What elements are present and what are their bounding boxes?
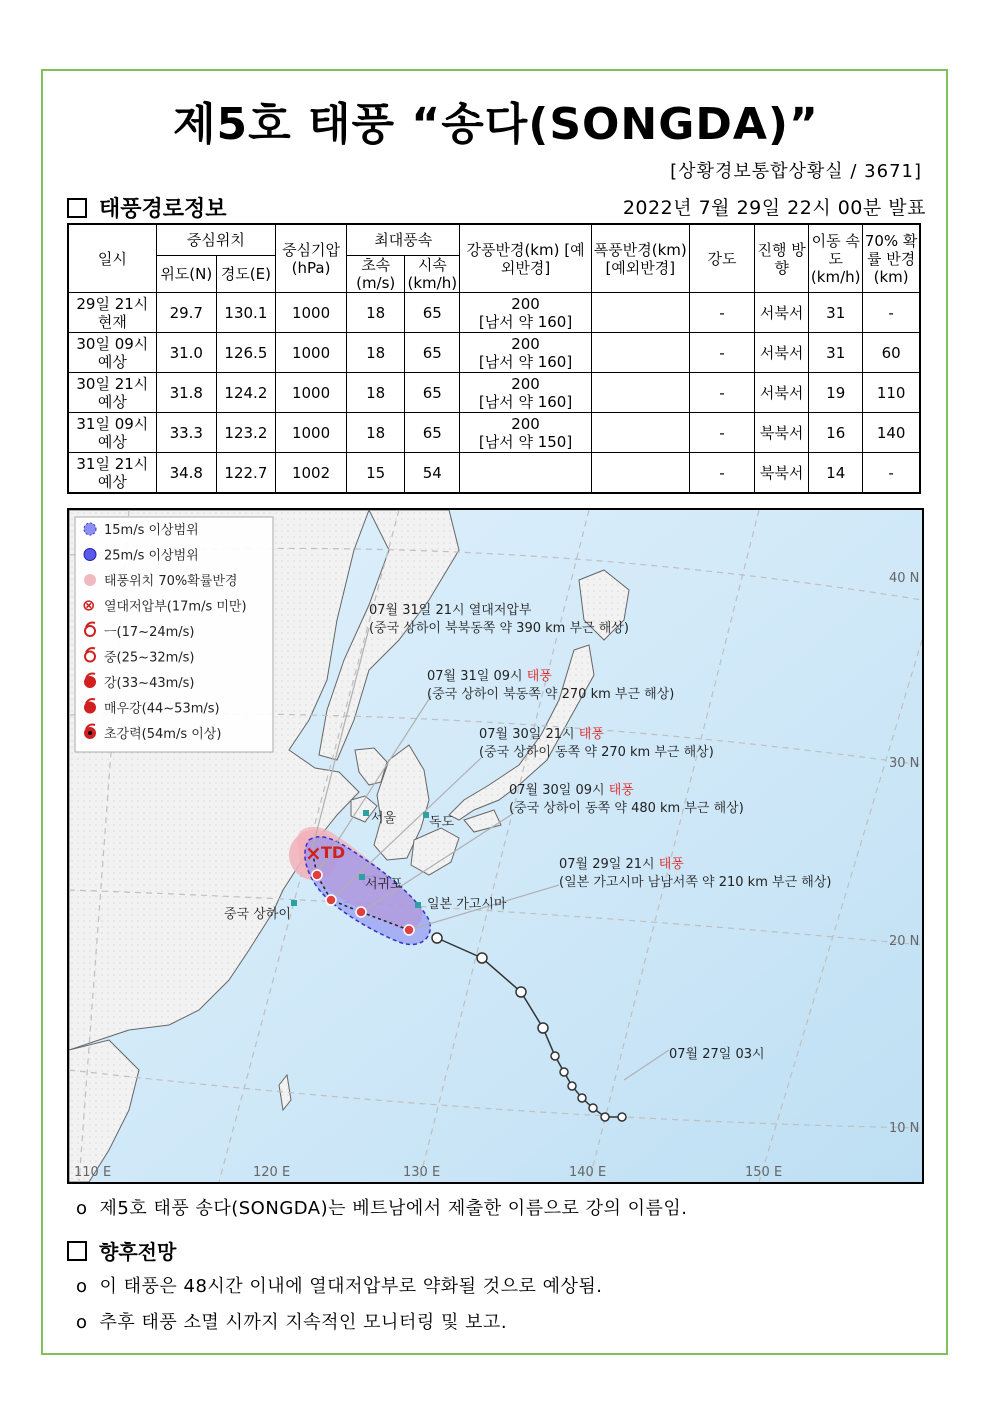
cell-time <box>68 333 156 373</box>
legend-item <box>84 573 238 589</box>
checkbox-icon <box>67 1241 87 1261</box>
lon-label-130: 130 E <box>403 1165 441 1180</box>
cell-pressure: 1000 <box>275 413 346 453</box>
table-row <box>68 293 920 333</box>
cell-line: [남서 약 160] <box>478 392 573 411</box>
map-legend <box>75 517 273 752</box>
cell-intensity: - <box>689 293 754 333</box>
cell-time <box>68 413 156 453</box>
annotation-time-text: 07월 31일 09시 <box>427 669 527 684</box>
header-center: 중심위치 <box>156 224 275 256</box>
annotation-time <box>479 726 604 742</box>
annotation-tag: 태풍 <box>578 727 604 742</box>
legend-item <box>85 699 220 717</box>
cross-circle-icon <box>82 596 95 615</box>
cell-prob-radius: 60 <box>863 333 920 373</box>
annotation-tag: 태풍 <box>526 669 552 684</box>
bullet: o <box>76 1198 88 1219</box>
annotation-tag: 태풍 <box>658 857 684 872</box>
issued-date: 2022년 7월 29일 22시 00분 발표 <box>622 197 926 219</box>
annotation-time-text: 07월 29일 21시 <box>559 857 659 872</box>
cell-wind-ms: 18 <box>347 413 405 453</box>
header-direction: 진행 방향 <box>755 224 809 293</box>
cell-wind-kmh: 54 <box>405 453 460 494</box>
cell-strong-radius <box>460 413 591 453</box>
cell-wind-kmh: 65 <box>405 333 460 373</box>
svg-text:⊗: ⊗ <box>82 595 96 615</box>
cell-lon: 130.1 <box>216 293 275 333</box>
cell-wind-ms: 18 <box>347 373 405 413</box>
cell-prob-radius: 110 <box>863 373 920 413</box>
cell-line: 200 <box>511 414 540 433</box>
table-row <box>68 373 920 413</box>
header-strong-radius: 강풍반경(km) [예외반경] <box>460 224 591 293</box>
header-intensity: 강도 <box>689 224 754 293</box>
lat-label-30: 30 N <box>889 756 920 771</box>
legend-label: ㅡ(17~24m/s) <box>104 625 195 640</box>
annotation-time <box>509 782 634 798</box>
cell-wind-ms: 18 <box>347 293 405 333</box>
header-wind-kmh: 시속 (km/h) <box>405 256 460 293</box>
legend-label: 중(25~32m/s) <box>104 650 195 666</box>
page-title: 제5호 태풍 “송다(SONGDA)” <box>173 99 819 150</box>
cell-strong-radius <box>460 333 591 373</box>
cell-lon: 122.7 <box>216 453 275 494</box>
cell-pressure: 1000 <box>275 293 346 333</box>
cell-lat: 31.8 <box>156 373 216 413</box>
cell-line: [남서 약 160] <box>478 352 573 371</box>
lon-label-110: 110 E <box>74 1165 112 1180</box>
track-info-heading <box>67 192 227 223</box>
annotation-time-text: 07월 30일 21시 <box>479 727 579 742</box>
annotation-location: (중국 상하이 동쪽 약 270 km 부근 해상) <box>479 745 714 760</box>
header-lon: 경도(E) <box>216 256 275 293</box>
cell-intensity: - <box>689 453 754 494</box>
cell-intensity: - <box>689 413 754 453</box>
cell-lat: 29.7 <box>156 293 216 333</box>
department-label: [상황경보통합상황실 / 3671] <box>670 161 922 182</box>
cell-time <box>68 293 156 333</box>
cell-prob-radius: - <box>863 453 920 494</box>
bullet: o <box>76 1276 88 1297</box>
cell-line: 31일 09시 <box>76 414 149 433</box>
cell-lat: 31.0 <box>156 333 216 373</box>
outlook-item <box>76 1272 603 1298</box>
cell-line: 예상 <box>97 392 127 411</box>
cell-storm-radius <box>591 453 689 494</box>
legend-label: 매우강(44~53m/s) <box>104 701 220 717</box>
place-dokdo: 독도 <box>429 815 455 830</box>
cell-line: [남서 약 160] <box>478 312 573 331</box>
name-note-text: 제5호 태풍 송다(SONGDA)는 베트남에서 제출한 이름으로 강의 이름임. <box>99 1198 688 1219</box>
cell-direction: 북북서 <box>755 413 809 453</box>
place-seoul: 서울 <box>371 811 397 826</box>
lon-label-150: 150 E <box>745 1165 783 1180</box>
place-kagoshima: 일본 가고시마 <box>427 897 507 912</box>
legend-label: 초강력(54m/s 이상) <box>104 727 222 742</box>
header-storm-radius: 폭풍반경(km) [예외반경] <box>591 224 689 293</box>
annotation-time-text: 07월 30일 09시 <box>509 783 609 798</box>
cell-lat: 33.3 <box>156 413 216 453</box>
annotation-location: (중국 상하이 동쪽 약 480 km 부근 해상) <box>509 801 744 816</box>
annotation-tag: 태풍 <box>608 783 634 798</box>
track-info-heading-label: 태풍경로정보 <box>99 197 227 222</box>
cell-speed: 19 <box>809 373 863 413</box>
legend-label: 강(33~43m/s) <box>104 676 195 691</box>
start-time-label: 07월 27일 03시 <box>669 1047 765 1062</box>
cell-strong-radius <box>460 373 591 413</box>
cell-direction: 서북서 <box>755 333 809 373</box>
cell-prob-radius: 140 <box>863 413 920 453</box>
cell-wind-ms: 15 <box>347 453 405 494</box>
cell-speed: 31 <box>809 333 863 373</box>
cell-pressure: 1000 <box>275 333 346 373</box>
cell-lon: 124.2 <box>216 373 275 413</box>
map-canvas <box>69 510 922 1182</box>
annotation-location: (중국 상하이 북동쪽 약 270 km 부근 해상) <box>427 687 675 702</box>
header-speed: 이동 속도 (km/h) <box>809 224 863 293</box>
cell-storm-radius <box>591 373 689 413</box>
legend-label: 15m/s 이상범위 <box>104 523 199 538</box>
cell-direction: 북북서 <box>755 453 809 494</box>
pink-circle-icon <box>84 574 96 586</box>
bullet: o <box>76 1312 88 1333</box>
cell-storm-radius <box>591 333 689 373</box>
table-row <box>68 333 920 373</box>
annotation-time <box>427 668 552 684</box>
table-row <box>68 453 920 494</box>
header-max-wind: 최대풍속 <box>347 224 460 256</box>
lat-label-20: 20 N <box>889 934 920 949</box>
annotation-time-text: 07월 31일 21시 열대저압부 <box>369 603 532 618</box>
cell-speed: 16 <box>809 413 863 453</box>
annotation-location: (중국 상하이 북북동쪽 약 390 km 부근 해상) <box>369 621 629 636</box>
cell-storm-radius <box>591 293 689 333</box>
cell-line: 200 <box>511 334 540 353</box>
outlook-heading-label: 향후전망 <box>99 1240 177 1264</box>
table-row <box>68 413 920 453</box>
place-seogwipo: 서귀포 <box>365 877 403 892</box>
lat-label-40: 40 N <box>889 571 920 586</box>
td-marker <box>305 841 345 865</box>
cell-strong-radius <box>460 453 591 494</box>
lat-label-10: 10 N <box>889 1121 920 1136</box>
cell-line: 30일 21시 <box>76 374 149 393</box>
cell-line: 29일 21시 <box>76 294 149 313</box>
typhoon-track-map <box>67 508 924 1184</box>
cell-line: 200 <box>511 294 540 313</box>
annotation-time <box>369 602 532 618</box>
typhoon-track-table <box>67 223 921 494</box>
cell-line: [남서 약 150] <box>478 432 573 451</box>
legend-label: 열대저압부(17m/s 미만) <box>104 599 247 615</box>
cell-line: 30일 09시 <box>76 334 149 353</box>
cell-direction: 서북서 <box>755 373 809 413</box>
cell-storm-radius <box>591 413 689 453</box>
cell-wind-ms: 18 <box>347 333 405 373</box>
cell-lat: 34.8 <box>156 453 216 494</box>
cell-lon: 126.5 <box>216 333 275 373</box>
lon-label-140: 140 E <box>569 1165 607 1180</box>
outlook-item-text: 추후 태풍 소멸 시까지 지속적인 모니터링 및 보고. <box>99 1312 508 1333</box>
header-lat: 위도(N) <box>156 256 216 293</box>
svg-text:×: × <box>305 841 322 865</box>
header-prob-radius: 70% 확률 반경 (km) <box>863 224 920 293</box>
cell-wind-kmh: 65 <box>405 413 460 453</box>
cell-intensity: - <box>689 333 754 373</box>
cell-speed: 14 <box>809 453 863 494</box>
annotation-time <box>559 856 684 872</box>
outlook-item-text: 이 태풍은 48시간 이내에 열대저압부로 약화될 것으로 예상됨. <box>99 1276 603 1297</box>
outlook-heading <box>67 1236 176 1265</box>
cell-line: 31일 21시 <box>76 454 149 473</box>
td-label: TD <box>321 843 346 862</box>
cell-line: 예상 <box>97 352 127 371</box>
cell-direction: 서북서 <box>755 293 809 333</box>
cell-speed: 31 <box>809 293 863 333</box>
header-pressure: 중심기압 (hPa) <box>275 224 346 293</box>
cell-wind-kmh: 65 <box>405 373 460 413</box>
header-wind-ms: 초속 (m/s) <box>347 256 405 293</box>
cell-line: 예상 <box>97 472 127 491</box>
place-shanghai: 중국 상하이 <box>224 907 291 922</box>
dashed-blue-circle-icon <box>84 523 96 535</box>
cell-line: 200 <box>511 374 540 393</box>
cell-time <box>68 373 156 413</box>
legend-label: 25m/s 이상범위 <box>104 548 199 564</box>
cell-intensity: - <box>689 373 754 413</box>
cell-wind-kmh: 65 <box>405 293 460 333</box>
cell-line: 현재 <box>97 312 127 331</box>
cell-pressure: 1000 <box>275 373 346 413</box>
solid-blue-circle-icon <box>84 549 96 561</box>
cell-time <box>68 453 156 494</box>
cell-prob-radius: - <box>863 293 920 333</box>
cell-strong-radius <box>460 293 591 333</box>
lon-label-120: 120 E <box>253 1165 291 1180</box>
cell-lon: 123.2 <box>216 413 275 453</box>
cell-pressure: 1002 <box>275 453 346 494</box>
name-note <box>76 1194 687 1220</box>
annotation-location: (일본 가고시마 남남서쪽 약 210 km 부근 해상) <box>559 875 832 890</box>
header-time: 일시 <box>68 224 156 293</box>
legend-label: 태풍위치 70%확률반경 <box>104 574 238 589</box>
outlook-item <box>76 1308 507 1334</box>
legend-item <box>85 725 221 743</box>
cell-line: 예상 <box>97 432 127 451</box>
checkbox-icon <box>67 198 87 218</box>
